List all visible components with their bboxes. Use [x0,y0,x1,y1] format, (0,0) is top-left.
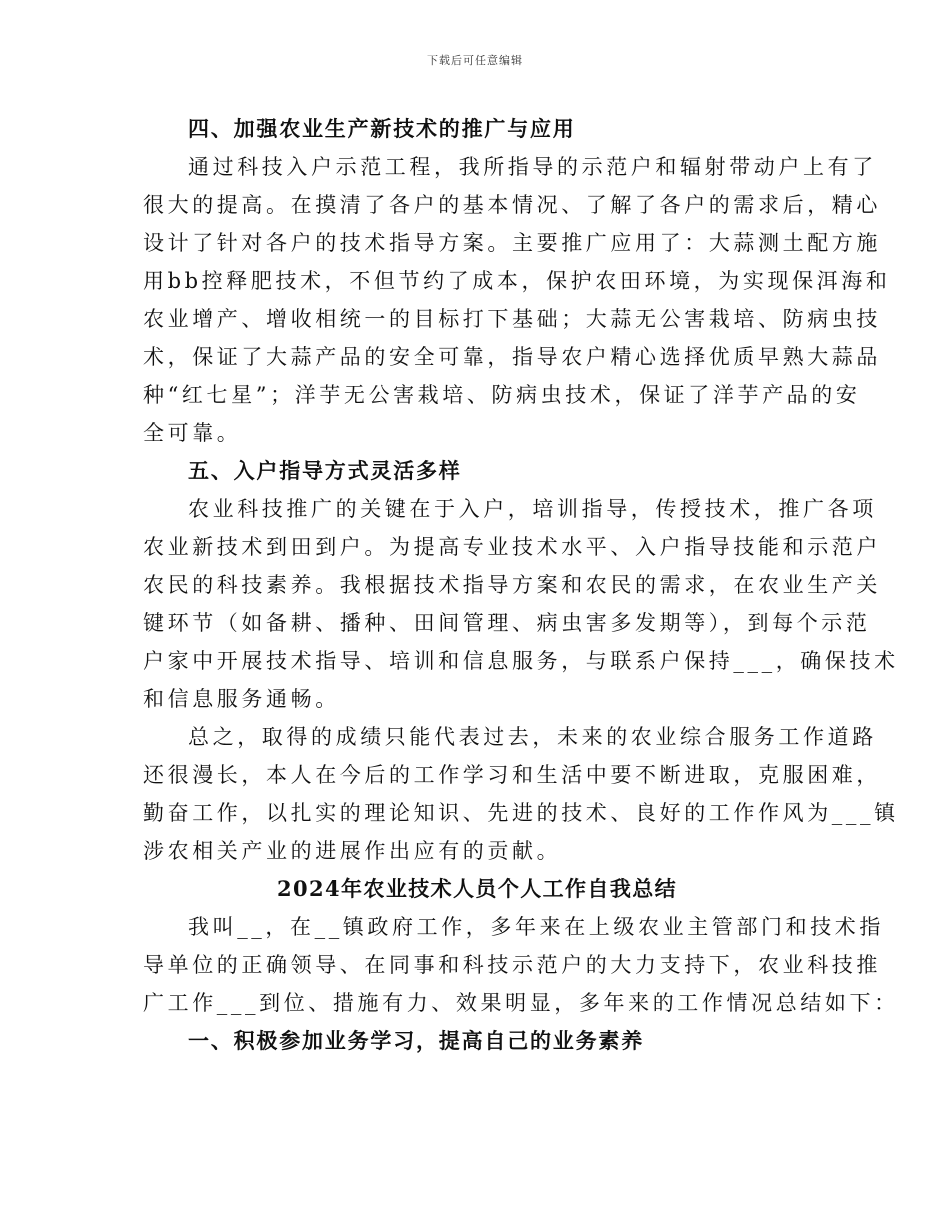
paragraph-line: 用bb控释肥技术，不但节约了成本，保护农田环境，为实现保洱海和 [143,269,891,293]
paragraph-line: 农业新技术到田到户。为提高专业技术水平、入户指导技能和示范户 [143,535,881,559]
conclusion-line: 勤奋工作，以扎实的理论知识、先进的技术、良好的工作作风为___镇 [143,801,899,825]
intro-line: 广工作___到位、措施有力、效果明显，多年来的工作情况总结如下： [143,991,899,1015]
paragraph-line: 农业增产、增收相统一的目标打下基础；大蒜无公害栽培、防病虫技 [143,307,881,331]
document-body [143,110,899,1060]
paragraph-line: 农业科技推广的关键在于入户，培训指导，传授技术，推广各项 [188,497,877,521]
intro-line: 导单位的正确领导、在同事和科技示范户的大力支持下，农业科技推 [143,953,881,977]
paragraph-line: 种“红七星”；洋芋无公害栽培、防病虫技术，保证了洋芋产品的安 [143,383,861,407]
paragraph-line: 和信息服务通畅。 [143,687,340,711]
paragraph-line: 术，保证了大蒜产品的安全可靠，指导农户精心选择优质早熟大蒜品 [143,345,881,369]
section-heading-1: 一、积极参加业务学习，提高自己的业务素养 [188,1028,644,1053]
conclusion-line: 总之，取得的成绩只能代表过去，未来的农业综合服务工作道路 [188,725,877,749]
page-header: 下载后可任意编辑 [427,54,523,67]
conclusion-line: 还很漫长，本人在今后的工作学习和生活中要不断进取，克服困难， [143,763,881,787]
paragraph-line: 很大的提高。在摸清了各户的基本情况、了解了各户的需求后，精心 [143,193,881,217]
paragraph-line: 户家中开展技术指导、培训和信息服务，与联系户保持___，确保技术 [143,649,899,673]
document-title: 2024年农业技术人员个人工作自我总结 [276,876,678,901]
paragraph-line: 设计了针对各户的技术指导方案。主要推广应用了：大蒜测土配方施 [143,231,881,255]
intro-line: 我叫__，在__镇政府工作，多年来在上级农业主管部门和技术指 [188,915,884,939]
paragraph-line: 农民的科技素养。我根据技术指导方案和农民的需求，在农业生产关 [143,573,881,597]
conclusion-line: 涉农相关产业的进展作出应有的贡献。 [143,839,562,863]
paragraph-line: 通过科技入户示范工程，我所指导的示范户和辐射带动户上有了 [188,155,877,179]
section-heading-4: 四、加强农业生产新技术的推广与应用 [188,116,576,141]
paragraph-line: 全可靠。 [143,421,242,445]
section-heading-5: 五、入户指导方式灵活多样 [188,458,462,483]
paragraph-line: 键环节（如备耕、播种、田间管理、病虫害多发期等），到每个示范 [143,611,871,635]
